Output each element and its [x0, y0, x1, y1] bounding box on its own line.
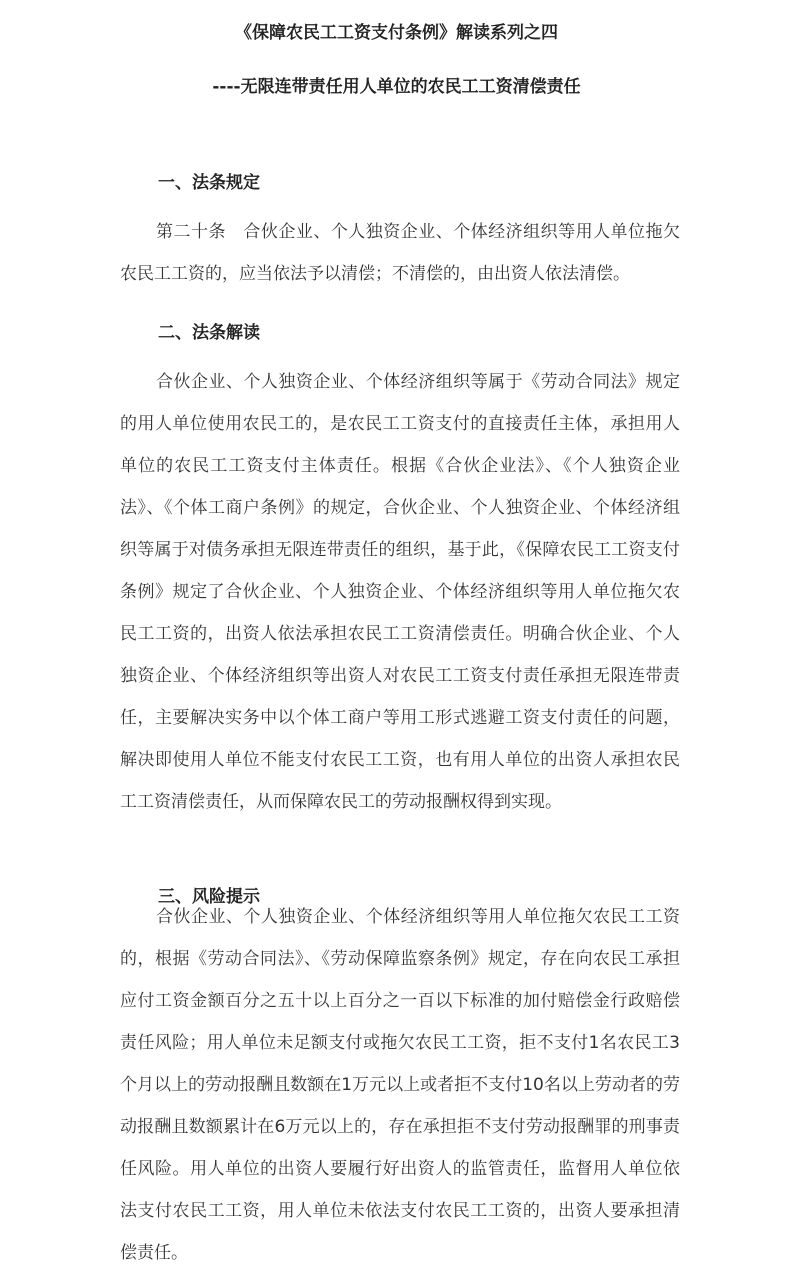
- document-title: 《保障农民工工资支付条例》解读系列之四: [235, 23, 558, 43]
- section-paragraph-provision: 第二十条 合伙企业、个人独资企业、个体经济组织等用人单位拖欠农民工工资的，应当依法予以清偿；不清偿的，由出资人依法清偿。: [120, 222, 680, 284]
- section-paragraph-interpretation: 合伙企业、个人独资企业、个体经济组织等属于《劳动合同法》规定的用人单位使用农民工的，是农民工工资支付的直接责任主体，承担用人单位的农民工工资支付主体责任。根据《合伙企业法》、《个人独资企业法》、《个体工商户条例》的规定，合伙企业、个人独资企业、个体经济组织等属于对债务承担无限连带责任的组织，基于此，《保障农民工工资支付条例》规定了合伙企业、个人独资企业、个体经济组织等用人单位拖欠农民工工资的，出资人依法承担农民工工资清偿责任。明确合伙企业、个人独资企业、个体经济组织等出资人对农民工工资支付责任承担无限连带责任，主要解决实务中以个体工商户等用工形式逃避工资支付责任的问题，解决即使用人单位不能支付农民工工资，也有用人单位的出资人承担农民工工资清偿责任，从而保障农民工的劳动报酬权得到实现。: [120, 372, 680, 812]
- document-subtitle: ----无限连带责任用人单位的农民工工资清偿责任: [212, 77, 581, 97]
- section-heading-risk: 三、风险提示: [158, 887, 260, 907]
- section-paragraph-risk: 合伙企业、个人独资企业、个体经济组织等用人单位拖欠农民工工资的，根据《劳动合同法》、《劳动保障监察条例》规定，存在向农民工承担应付工资金额百分之五十以上百分之一百以下标准的加付赔偿金行政赔偿责任风险；用人单位未足额支付或拖欠农民工工资，拒不支付1名农民工3个月以上的劳动报酬且数额在1万元以上或者拒不支付10名以上劳动者的劳动报酬且数额累计在6万元以上的，存在承担拒不支付劳动报酬罪的刑事责任风险。用人单位的出资人要履行好出资人的监管责任，监督用人单位依法支付农民工工资，用人单位未依法支付农民工工资的，出资人要承担清偿责任。: [120, 907, 680, 1263]
- section-heading-provision: 一、法条规定: [158, 173, 260, 193]
- section-heading-interpretation: 二、法条解读: [158, 323, 260, 343]
